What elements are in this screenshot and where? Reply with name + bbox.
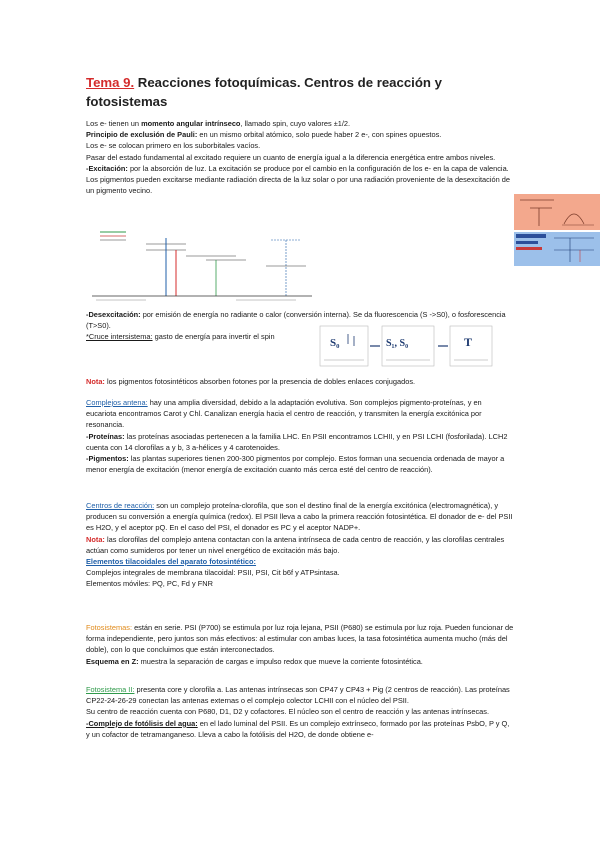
paragraph-desexcitacion: -Desexcitación: por emisión de energía no radiante o calor (conversión interna). Se da fluorescencia (S ->S0), o fosforescencia (T>S0). *Cruce intersistema: gasto de energía para invertir el spin <box>86 310 506 342</box>
title-number: Tema 9. <box>86 75 135 90</box>
paragraph-fotosistemas: Fotosistemas: están en serie. PSI (P700) se estimula por luz roja lejana, PSII (P680) se estimula por luz roja. Pueden funcionar de forma independiente, pero juntos son más efectivos: al estimular con ambas luces, la tasa fotosintética aumenta mucho (más del doble), con lo que concluimos que están interconectados. Esquema en Z: muestra la separación de cargas e impulso redox que mueve la corriente fotosintética. <box>86 623 514 666</box>
figure-spin-states <box>318 322 494 372</box>
page-title <box>86 73 516 111</box>
label-s1-s0: S₁, S₀ <box>386 338 409 349</box>
label-s0: S₀ <box>330 337 340 349</box>
paragraph-centros-reaccion: Centros de reacción: son un complejo proteína-clorofila, que son el destino final de la energía excitónica (electromagnética), y producen su conversión a energía química (redox). El PSII lleva a cabo la primera reacción fotosintética. El donador de e- del PSII es H2O, y el aceptor pQ. En el caso del PSI, el donador es PC y el aceptor NADP+. Nota: las clorofilas del complejo antena contactan con la antena intrínseca de cada centro de reacción, y las clorofilas centrales actúan como sumideros por tener un nivel energético de excitación más bajo. Elementos tilacoidales del aparato fotosintético: Complejos integrales de membrana tilacoidal: PSII, PSI, Cit b6f y ATPsintasa. Elementos móviles: PQ, PC, Fd y FNR <box>86 501 513 589</box>
figure-energy-blue <box>514 232 600 266</box>
paragraph-complejos-antena: Complejos antena: hay una amplia diversidad, debido a la adaptación evolutiva. Son complejos pigmento-proteínas, y en eucariota encontramos Carot y Chl. Canalizan energía hacia el centro de reacción, y transmiten la energía excitónica por resonancia. -Proteínas: las proteínas asociadas pertenecen a la familia LHC. En PSII encontramos LCHII, y en PSI LCHI (fosforilada). LCH2 cuenta con 14 clorofilas a y b, 3 a-hélices y 4 carotenoides. -Pigmentos: las plantas superiores tienen 200-300 pigmentos por complejo. Estos forman una secuencia ordenada de mayor a menor energía de excitación (menor energía de excitación cuanto más cerca esté del centro de reacción). <box>86 398 508 475</box>
paragraph-spin: Los e- tienen un momento angular intrínseco, llamado spin, cuyo valores ±1/2. Principio de exclusión de Pauli: en un mismo orbital atómico, solo puede haber 2 e-, con spines opuestos. Los e- se colocan primero en los suborbitales vacíos. Pasar del estado fundamental al excitado requiere un cuanto de energía igual a la diferencia energética entre ambos niveles. -Excitación: por la absorción de luz. La excitación se produce por el cambio en la configuración de los e- en la capa de valencia. Los pigmentos pueden excitarse mediante radiación directa de la luz solar o por una radiación proveniente de la desexcitación de un pigmento vecino. <box>86 119 510 196</box>
paragraph-fotosistema-ii: Fotosistema II: presenta core y clorofila a. Las antenas intrínsecas son CP47 y CP43 + Pig (2 centros de reacción). Las proteínas CP22-24-26-29 conectan las antenas externas o el complejo colector LCHII con el núcleo del PSII. Su centro de reacción cuenta con P680, D1, D2 y cofactores. El núcleo son el centro de reacción y las antenas intrínsecas. -Complejo de fotólisis del agua: en el lado luminal del PSII. Es un complejo extrínseco, formado por las proteínas PsbO, P y Q, y un cofactor de tetramanganeso. Lleva a cabo la fotólisis del H2O, de donde obtiene e- <box>86 685 510 739</box>
figure-jablonski-diagram <box>86 226 318 306</box>
label-t: T <box>464 335 473 349</box>
title-text: Reacciones fotoquímicas. Centros de reacción y fotosistemas <box>86 75 442 109</box>
paragraph-nota-pigmentos: Nota: los pigmentos fotosintéticos absorben fotones por la presencia de dobles enlaces conjugados. <box>86 377 416 386</box>
figure-energy-orange <box>514 194 600 230</box>
